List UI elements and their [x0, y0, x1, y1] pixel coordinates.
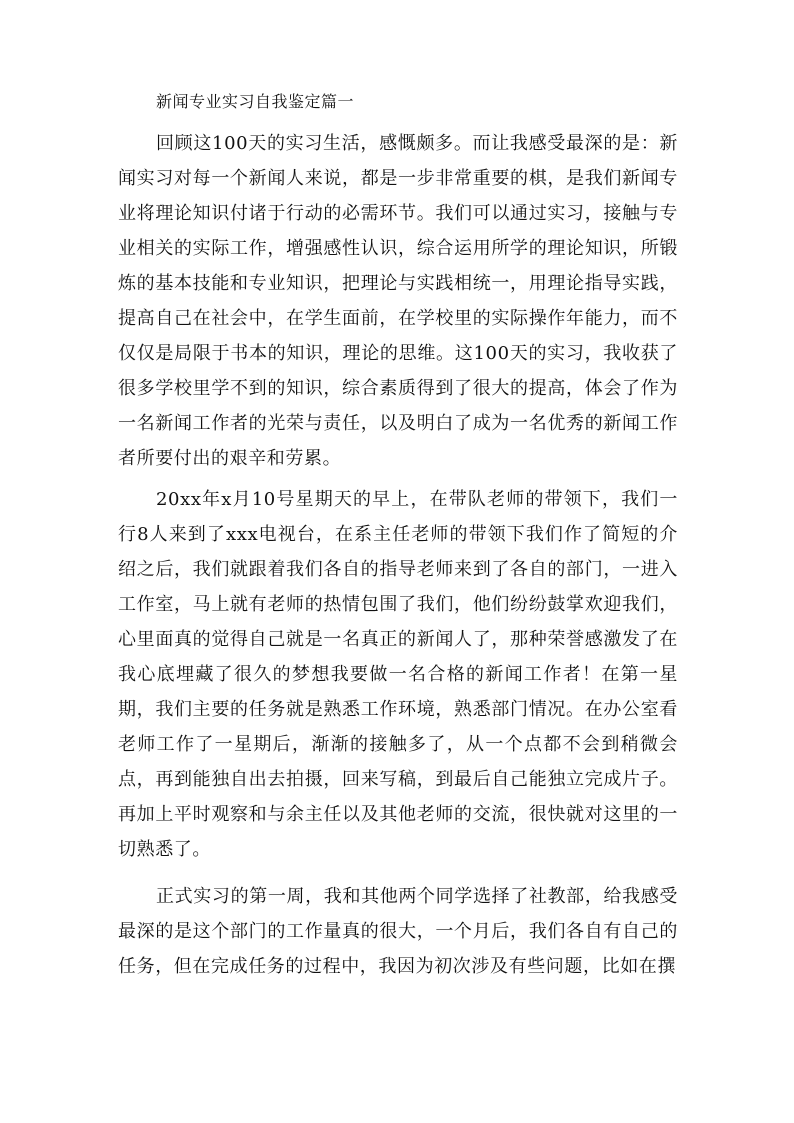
document-body [118, 92, 678, 984]
paragraph-3: 正式实习的第一周，我和其他两个同学选择了社教部，给我感受最深的是这个部门的工作量真的很大，一个月后，我们各自有自己的任务，但在完成任务的过程中，我因为初次涉及有些问题，比如在撰 [118, 886, 678, 977]
document-title: 新闻专业实习自我鉴定篇一 [156, 92, 355, 111]
paragraph-1: 回顾这100天的实习生活，感慨颇多。而让我感受最深的是：新闻实习对每一个新闻人来说，都是一步非常重要的棋，是我们新闻专业将理论知识付诸于行动的必需环节。我们可以通过实习，接触与专业相关的实际工作，增强感性认识，综合运用所学的理论知识，所锻炼的基本技能和专业知识，把理论与实践相统一，用理论指导实践，提高自己在社会中，在学生面前，在学校里的实际操作年能力，而不仅仅是局限于书本的知识，理论的思维。这100天的实习，我收获了很多学校里学不到的知识，综合素质得到了很大的提高，体会了作为一名新闻工作者的光荣与责任，以及明白了成为一名优秀的新闻工作者所要付出的艰辛和劳累。 [118, 133, 679, 469]
paragraph-2: 20xx年x月10号星期天的早上，在带队老师的带领下，我们一行8人来到了xxx电视台，在系主任老师的带领下我们作了简短的介绍之后，我们就跟着我们各自的指导老师来到了各自的部门，一进入工作室，马上就有老师的热情包围了我们，他们纷纷鼓掌欢迎我们，心里面真的觉得自己就是一名真正的新闻人了，那种荣誉感激发了在我心底埋藏了很久的梦想我要做一名合格的新闻工作者！在第一星期，我们主要的任务就是熟悉工作环境，熟悉部门情况。在办公室看老师工作了一星期后，渐渐的接触多了，从一个点都不会到稍微会点，再到能独自出去拍摄，回来写稿，到最后自己能独立完成片子。再加上平时观察和与余主任以及其他老师的交流，很快就对这里的一切熟悉了。 [118, 489, 678, 860]
